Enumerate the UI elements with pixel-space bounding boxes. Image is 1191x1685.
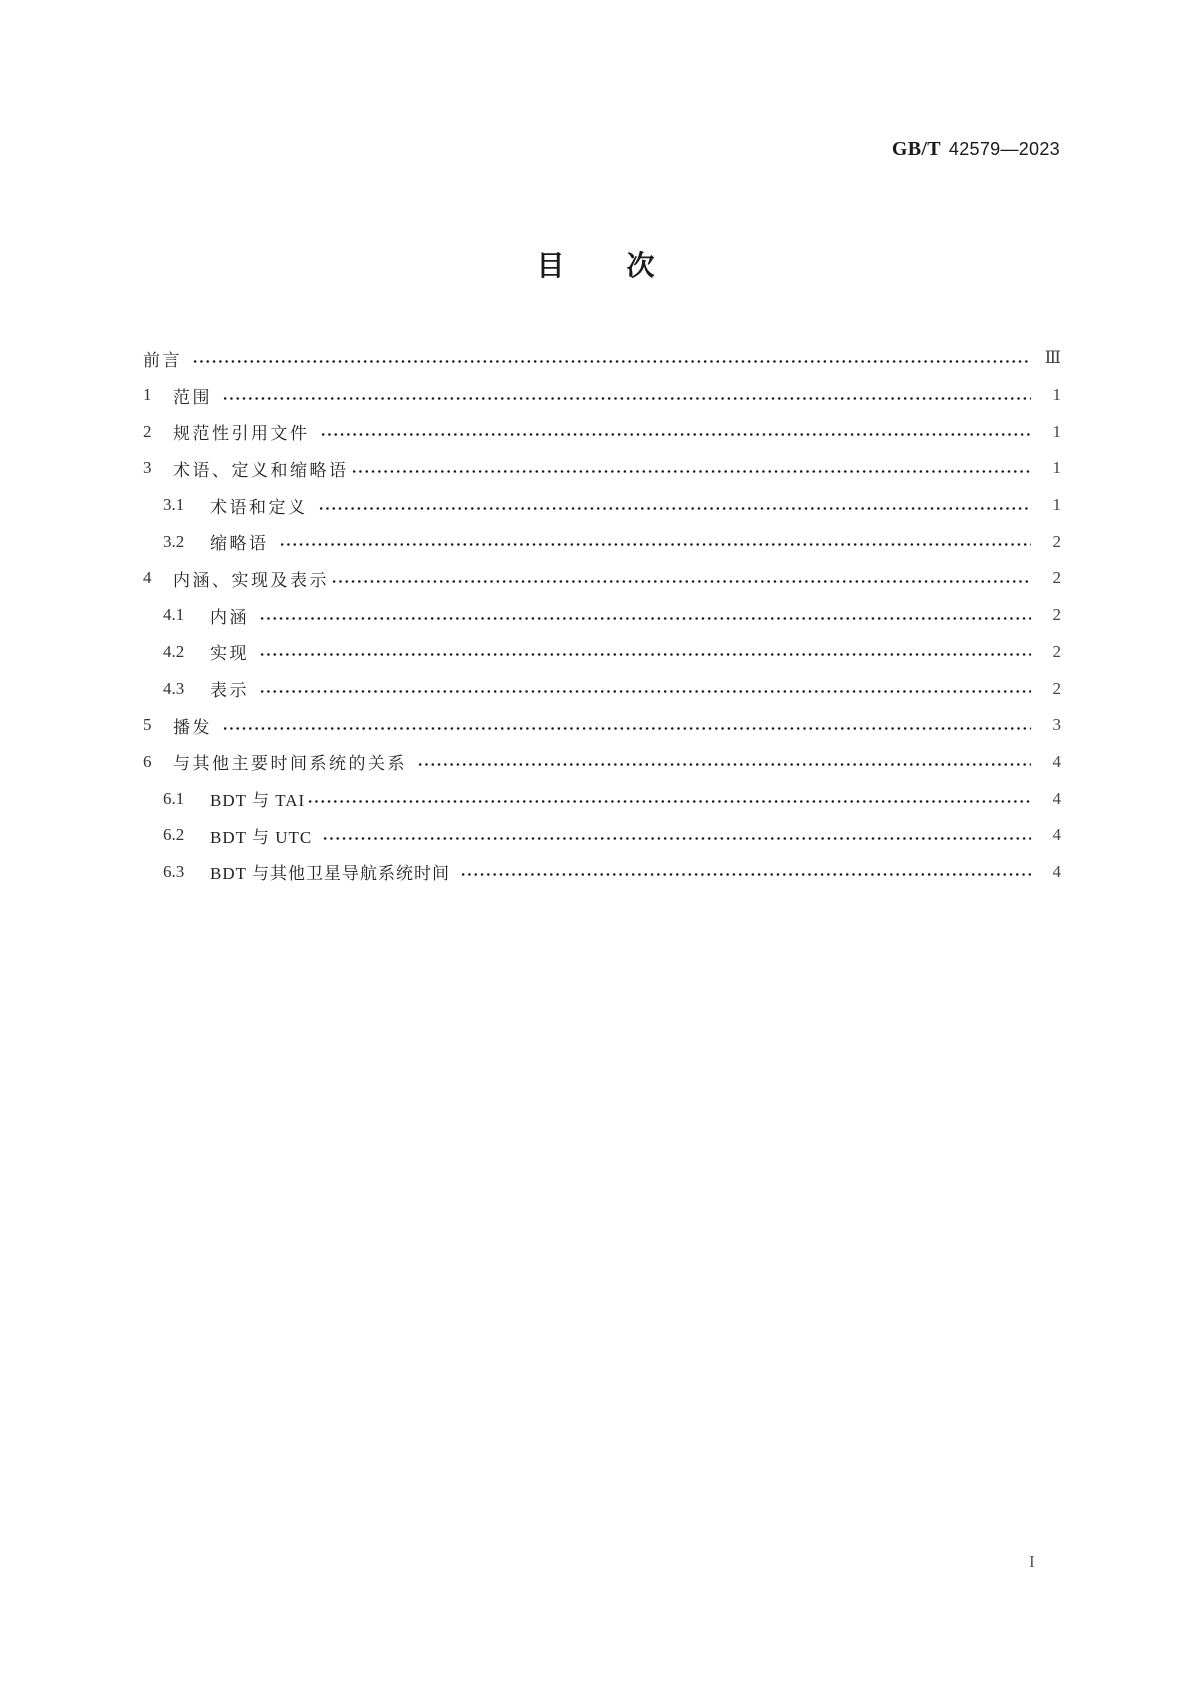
toc-entry-label: 实现 bbox=[210, 644, 249, 665]
toc-entry-page: 4 bbox=[1052, 825, 1061, 845]
toc-entry-number: 1 bbox=[143, 385, 152, 405]
toc-entry-number: 6.3 bbox=[163, 861, 185, 881]
toc-entry-3-1[interactable] bbox=[143, 487, 1061, 524]
dot-leader bbox=[259, 690, 1031, 693]
toc-entry-page: 2 bbox=[1052, 568, 1061, 588]
toc-entry-label: 表示 bbox=[210, 681, 249, 702]
toc-entry-number: 4.1 bbox=[163, 605, 185, 625]
toc-entry-label: 内涵 bbox=[210, 607, 249, 628]
toc-entry-label: 播发 bbox=[173, 717, 212, 738]
toc-entry-number: 3.1 bbox=[163, 495, 185, 515]
toc-entry-4-1[interactable] bbox=[143, 597, 1061, 634]
dot-leader bbox=[192, 360, 1031, 363]
standard-number: 42579—2023 bbox=[948, 139, 1060, 159]
toc-entry-number: 4 bbox=[143, 568, 152, 588]
dot-leader bbox=[417, 763, 1031, 766]
dot-leader bbox=[320, 433, 1032, 436]
toc-entry-page: 1 bbox=[1052, 458, 1061, 478]
toc-entry-6-3[interactable] bbox=[143, 854, 1061, 891]
toc-entry-label: 与其他主要时间系统的关系 bbox=[173, 754, 407, 775]
toc-entry-page: 3 bbox=[1052, 715, 1061, 735]
toc-entry-number: 4.3 bbox=[163, 678, 185, 698]
toc-entry-3[interactable] bbox=[143, 450, 1061, 487]
footer-page-number: I bbox=[1029, 1552, 1035, 1571]
dot-leader bbox=[279, 543, 1032, 546]
dot-leader bbox=[460, 873, 1031, 876]
toc-entry-4[interactable] bbox=[143, 560, 1061, 597]
toc-entry-label: BDT 与 TAI bbox=[210, 791, 306, 811]
dot-leader bbox=[331, 580, 1031, 583]
title-char-1: 目 bbox=[536, 249, 565, 282]
dot-leader bbox=[222, 397, 1031, 400]
toc-entry-page: 2 bbox=[1052, 531, 1061, 551]
toc-entry-1[interactable] bbox=[143, 377, 1061, 414]
toc-entry-page: 1 bbox=[1052, 385, 1061, 405]
toc-entry-page: 2 bbox=[1052, 605, 1061, 625]
toc-entry-2[interactable] bbox=[143, 413, 1061, 450]
toc-entry-6[interactable] bbox=[143, 744, 1061, 781]
toc-entry-page: Ⅲ bbox=[1044, 348, 1061, 368]
toc-entry-number: 3 bbox=[143, 458, 152, 478]
dot-leader bbox=[259, 653, 1031, 656]
dot-leader bbox=[318, 507, 1032, 510]
toc-entry-number: 2 bbox=[143, 421, 152, 441]
toc-entry-page: 2 bbox=[1052, 641, 1061, 661]
page-title bbox=[0, 244, 1191, 284]
toc-entry-4-3[interactable] bbox=[143, 670, 1061, 707]
toc-entry-label: 缩略语 bbox=[210, 534, 269, 555]
toc-entry-label: 术语、定义和缩略语 bbox=[173, 460, 349, 481]
toc-entry-3-2[interactable] bbox=[143, 523, 1061, 560]
toc-entry-page: 2 bbox=[1052, 678, 1061, 698]
dot-leader bbox=[222, 727, 1031, 730]
toc-entry-page: 4 bbox=[1052, 788, 1061, 808]
toc-entry-label: BDT 与其他卫星导航系统时间 bbox=[210, 864, 450, 884]
dot-leader bbox=[322, 837, 1031, 840]
toc-entry-number: 6 bbox=[143, 751, 152, 771]
toc-entry-number: 6.2 bbox=[163, 825, 185, 845]
toc-entry-5[interactable] bbox=[143, 707, 1061, 744]
toc-entry-label: 内涵、实现及表示 bbox=[173, 570, 329, 591]
dot-leader bbox=[351, 470, 1032, 473]
toc-entry-6-2[interactable] bbox=[143, 817, 1061, 854]
toc-entry-number: 6.1 bbox=[163, 788, 185, 808]
toc-entry-label: 规范性引用文件 bbox=[173, 424, 310, 445]
toc-entry-label: 范围 bbox=[173, 387, 212, 408]
standard-prefix: GB/T bbox=[891, 138, 941, 160]
toc-entry-4-2[interactable] bbox=[143, 634, 1061, 671]
toc-entry-6-1[interactable] bbox=[143, 780, 1061, 817]
toc-entry-page: 1 bbox=[1052, 421, 1061, 441]
toc-entry-page: 1 bbox=[1052, 495, 1061, 515]
dot-leader bbox=[259, 617, 1031, 620]
toc-entry-label: 术语和定义 bbox=[210, 497, 308, 518]
toc-entry-page: 4 bbox=[1052, 751, 1061, 771]
toc-entry-label: BDT 与 UTC bbox=[210, 827, 313, 847]
title-char-2: 次 bbox=[626, 249, 655, 282]
toc-entry-label: 前言 bbox=[143, 350, 182, 371]
toc-entry-number: 4.2 bbox=[163, 641, 185, 661]
dot-leader bbox=[307, 800, 1031, 803]
toc-entry-foreword[interactable] bbox=[143, 340, 1061, 377]
toc-entry-number: 3.2 bbox=[163, 531, 185, 551]
toc-entry-number: 5 bbox=[143, 715, 152, 735]
standard-code-header bbox=[892, 138, 1060, 161]
table-of-contents bbox=[143, 340, 1061, 890]
toc-entry-page: 4 bbox=[1052, 861, 1061, 881]
